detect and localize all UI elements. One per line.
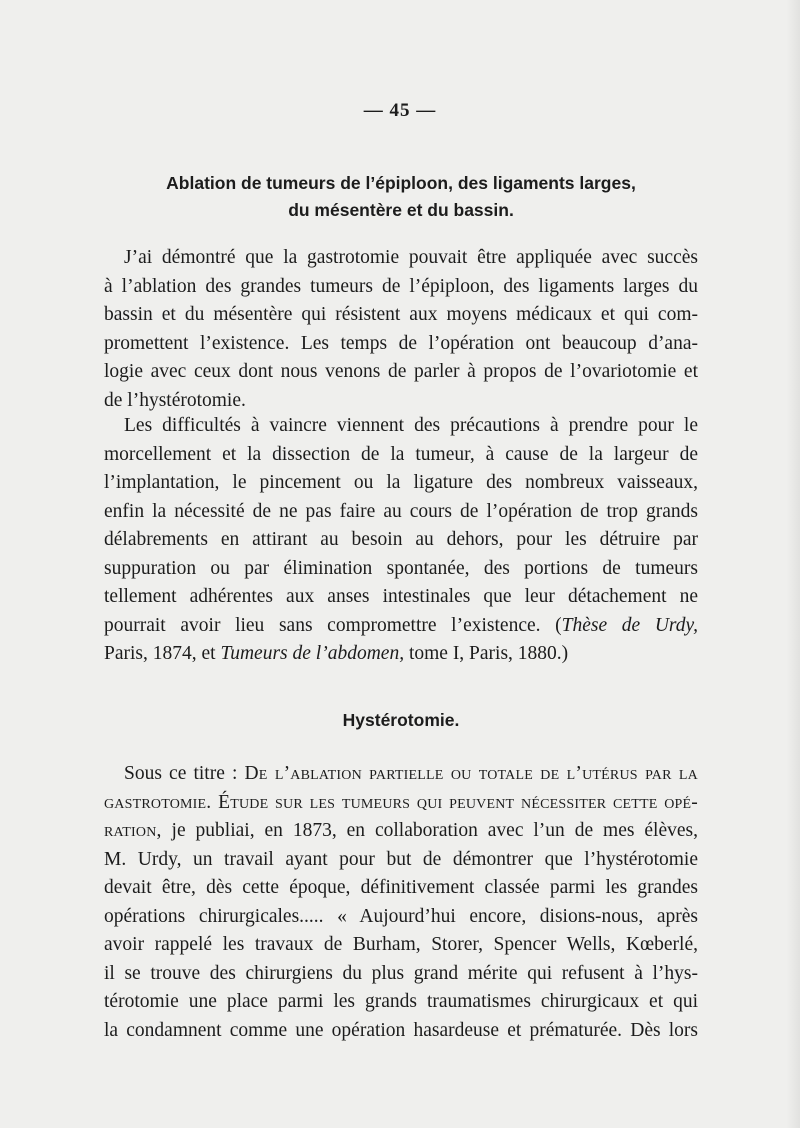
text-line	[104, 817, 698, 846]
section-heading-hysterotomie: Hystérotomie.	[342, 710, 460, 730]
text-line: M. Urdy, un travail ayant pour but de démontrer que l’hystérotomie	[104, 848, 698, 870]
heading-line: du mésentère et du bassin.	[288, 200, 514, 220]
text-line: devait être, dès cette époque, définitivement classée parmi les grandes	[104, 877, 698, 898]
text-line: enfin la nécessité de ne pas faire au cours de l’opération de trop grands	[104, 500, 698, 522]
text-fragment: Paris, 1874, et	[104, 643, 221, 664]
text-line: térotomie une place parmi les grands traumatismes chirurgicaux et qui	[104, 991, 698, 1012]
text-line: promettent l’existence. Les temps de l’opération ont beaucoup d’ana-	[104, 332, 698, 354]
text-line: de l’hystérotomie.	[104, 389, 246, 411]
citation-tumeurs-abdomen: Tumeurs de l’abdomen,	[220, 643, 405, 664]
text-line: J’ai démontré que la gastrotomie pouvait être appliquée avec succès	[124, 247, 698, 268]
small-caps-title: ration,	[104, 820, 162, 841]
text-line: morcellement et la dissection de la tumeur, à cause de la largeur de	[104, 443, 698, 465]
text-line: il se trouve des chirurgiens du plus grand mérite qui refusent à l’hys-	[104, 962, 698, 984]
text-line: la condamnent comme une opération hasardeuse et prématurée. Dès lors	[104, 1019, 698, 1041]
text-fragment: pourrait avoir lieu sans compromettre l’existence. (	[104, 614, 562, 636]
citation-these-urdy: Thèse de Urdy,	[561, 614, 698, 636]
text-line: l’implantation, le pincement ou la ligature des nombreux vaisseaux,	[104, 472, 698, 493]
heading-line: Ablation de tumeurs de l’épiploon, des ligaments larges,	[166, 173, 636, 193]
paragraph-hysterotomie	[104, 760, 698, 1045]
text-line	[104, 640, 698, 669]
text-line	[104, 760, 698, 789]
page-number: — 45 —	[363, 100, 437, 121]
text-line	[104, 612, 698, 641]
text-line: bassin et du mésentère qui résistent aux moyens médicaux et qui com-	[104, 304, 698, 325]
paragraph-difficulties	[104, 412, 698, 669]
small-caps-title: De l’ablation partielle ou totale de l’utérus par la	[244, 763, 698, 784]
text-fragment: je publiai, en 1873, en collaboration avec l’un de mes élèves,	[161, 820, 698, 841]
text-line: à l’ablation des grandes tumeurs de l’épiploon, des ligaments larges du	[104, 275, 698, 297]
text-line: avoir rappelé les travaux de Burham, Storer, Spencer Wells, Kœberlé,	[104, 934, 698, 955]
page-edge-shadow	[786, 0, 800, 1128]
text-line: logie avec ceux dont nous venons de parler à propos de l’ovariotomie et	[104, 361, 698, 382]
text-fragment: Sous ce titre :	[124, 763, 245, 784]
paragraph-ablation-intro	[104, 244, 698, 415]
text-line: gastrotomie. Étude sur les tumeurs qui peuvent nécessiter cette opé-	[104, 791, 698, 813]
text-line: suppuration ou par élimination spontanée, des portions de tumeurs	[104, 557, 698, 579]
section-heading-ablation	[104, 170, 698, 224]
text-line: Les difficultés à vaincre viennent des précautions à prendre pour le	[124, 415, 698, 436]
text-line: délabrements en attirant au besoin au dehors, pour les détruire par	[104, 529, 698, 550]
text-line: tellement adhérentes aux anses intestinales que leur détachement ne	[104, 586, 698, 607]
text-line: opérations chirurgicales..... « Aujourd’hui encore, disions-nous, après	[104, 905, 698, 927]
text-fragment: tome I, Paris, 1880.)	[404, 643, 569, 664]
